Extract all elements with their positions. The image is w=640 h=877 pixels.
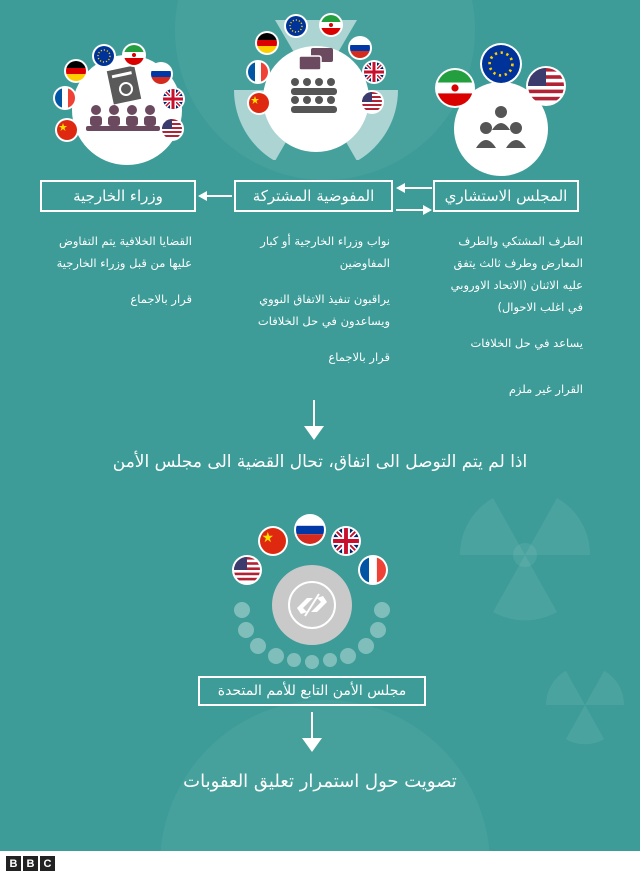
bbc-logo-letter: B — [6, 856, 21, 871]
advisory-people-icon — [474, 104, 528, 150]
flag-germany-icon — [257, 33, 277, 53]
flag-usa-icon — [528, 68, 564, 104]
flag-uk-icon — [333, 528, 359, 554]
flag-russia-icon — [296, 516, 324, 544]
bbc-logo — [6, 856, 55, 871]
footer-bar — [0, 851, 640, 877]
flag-eu-icon — [482, 45, 520, 83]
down-arrow-icon — [302, 400, 326, 440]
commission-box — [234, 180, 393, 212]
commission-text-2: يراقبون تنفيذ الاتفاق النووي ويساعدون في حل الخلافات — [257, 292, 390, 328]
flag-russia-icon — [350, 38, 370, 58]
flag-russia-icon — [151, 64, 171, 84]
radiation-symbol-decoration — [540, 660, 630, 750]
radiation-symbol-decoration — [450, 480, 600, 630]
flag-china-icon — [249, 93, 269, 113]
flag-iran-icon — [437, 70, 473, 106]
flag-china-icon — [57, 120, 77, 140]
ministers-column — [40, 230, 192, 324]
flag-uk-icon — [163, 89, 183, 109]
bbc-logo-letter: B — [23, 856, 38, 871]
commission-text-3: قرار بالاجماع — [328, 350, 390, 364]
council-text-1: الطرف المشتكي والطرف المعارض وطرف ثالث يتفق عليه الاثنان (الاتحاد الاوروبي في اغلب الاحوال) — [450, 234, 583, 314]
flag-eu-icon — [94, 46, 114, 66]
ministers-label: وزراء الخارجية — [73, 187, 163, 205]
flag-uk-icon — [364, 62, 384, 82]
unsc-box — [198, 676, 426, 706]
ministers-text-1: القضايا الخلافية يتم التفاوض عليها من قبل وزراء الخارجية — [56, 234, 192, 270]
commission-label: المفوضية المشتركة — [252, 187, 375, 205]
commission-column — [234, 230, 390, 382]
flag-france-icon — [360, 557, 386, 583]
flag-eu-icon — [286, 16, 306, 36]
council-label: المجلس الاستشاري — [444, 187, 568, 205]
council-text-3: القرار غير ملزم — [508, 382, 583, 396]
flag-iran-icon — [124, 45, 144, 65]
flag-usa-icon — [234, 557, 260, 583]
flag-usa-icon — [162, 119, 182, 139]
council-box — [433, 180, 579, 212]
ministers-text-2: قرار بالاجماع — [130, 292, 192, 306]
council-column — [433, 230, 583, 414]
flag-france-icon — [55, 88, 75, 108]
referral-text: اذا لم يتم التوصل الى اتفاق، تحال القضية الى مجلس الأمن — [112, 452, 528, 472]
vote-text: تصويت حول استمرار تعليق العقوبات — [183, 771, 457, 792]
flag-usa-icon — [362, 92, 382, 112]
flag-china-icon — [260, 528, 286, 554]
unsc-label: مجلس الأمن التابع للأمم المتحدة — [217, 683, 407, 699]
commission-text-1: نواب وزراء الخارجية أو كبار المفاوضين — [260, 234, 390, 270]
broken-link-icon — [287, 580, 337, 630]
flag-iran-icon — [321, 15, 341, 35]
arrow-commission-to-council — [396, 202, 432, 218]
arrow-council-to-commission — [396, 180, 432, 196]
down-arrow-icon — [300, 712, 324, 752]
commission-meeting-icon — [283, 48, 349, 118]
council-text-2: يساعد في حل الخلافات — [470, 336, 583, 350]
flag-germany-icon — [66, 61, 86, 81]
arrow-commission-to-ministers — [198, 188, 232, 204]
bbc-logo-letter: C — [40, 856, 55, 871]
flag-france-icon — [248, 62, 268, 82]
ministers-box — [40, 180, 196, 212]
